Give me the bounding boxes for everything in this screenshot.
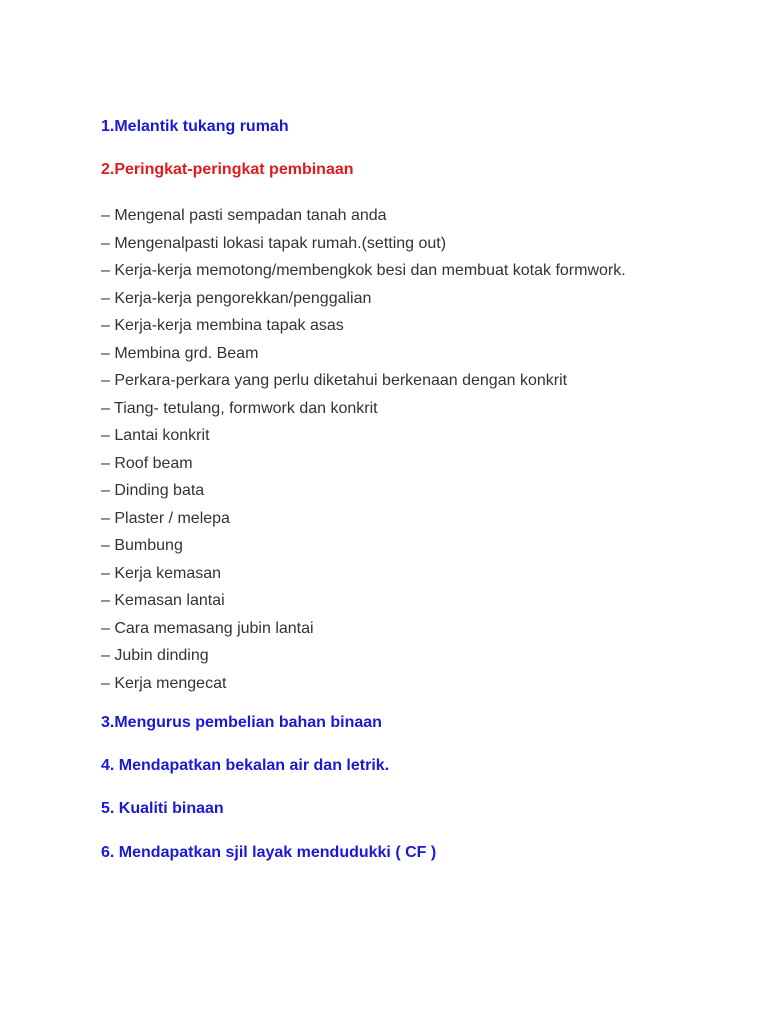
list-item: – Roof beam: [101, 454, 193, 472]
section-heading-5: 5. Kualiti binaan: [101, 800, 224, 817]
list-item: – Membina grd. Beam: [101, 344, 259, 362]
section-heading-1: 1.Melantik tukang rumah: [101, 118, 289, 135]
list-item: – Kemasan lantai: [101, 592, 225, 609]
list-item: – Perkara-perkara yang perlu diketahui berkenaan dengan konkrit: [101, 372, 568, 389]
section-heading-2: 2.Peringkat-peringkat pembinaan: [101, 161, 354, 178]
construction-stages-list: [101, 202, 626, 697]
section-heading-6: 6. Mendapatkan sjil layak mendudukki ( CF ): [101, 844, 437, 861]
list-item: – Tiang- tetulang, formwork dan konkrit: [101, 399, 378, 417]
section-heading-4: 4. Mendapatkan bekalan air dan letrik.: [101, 757, 390, 774]
list-item: – Kerja-kerja pengorekkan/penggalian: [101, 289, 372, 307]
list-item: – Cara memasang jubin lantai: [101, 619, 314, 637]
list-item: – Kerja mengecat: [101, 674, 227, 692]
list-item: – Kerja kemasan: [101, 564, 222, 582]
list-item: – Kerja-kerja membina tapak asas: [101, 317, 344, 334]
list-item: – Mengenal pasti sempadan tanah anda: [101, 207, 387, 224]
list-item: – Kerja-kerja memotong/membengkok besi dan membuat kotak formwork.: [101, 262, 626, 279]
list-item: – Mengenalpasti lokasi tapak rumah.(setting out): [101, 234, 447, 252]
list-item: – Dinding bata: [101, 482, 205, 499]
section-heading-3: 3.Mengurus pembelian bahan binaan: [101, 714, 382, 731]
list-item: – Plaster / melepa: [101, 509, 230, 527]
list-item: – Jubin dinding: [101, 647, 209, 664]
list-item: – Bumbung: [101, 537, 183, 554]
list-item: – Lantai konkrit: [101, 427, 210, 444]
